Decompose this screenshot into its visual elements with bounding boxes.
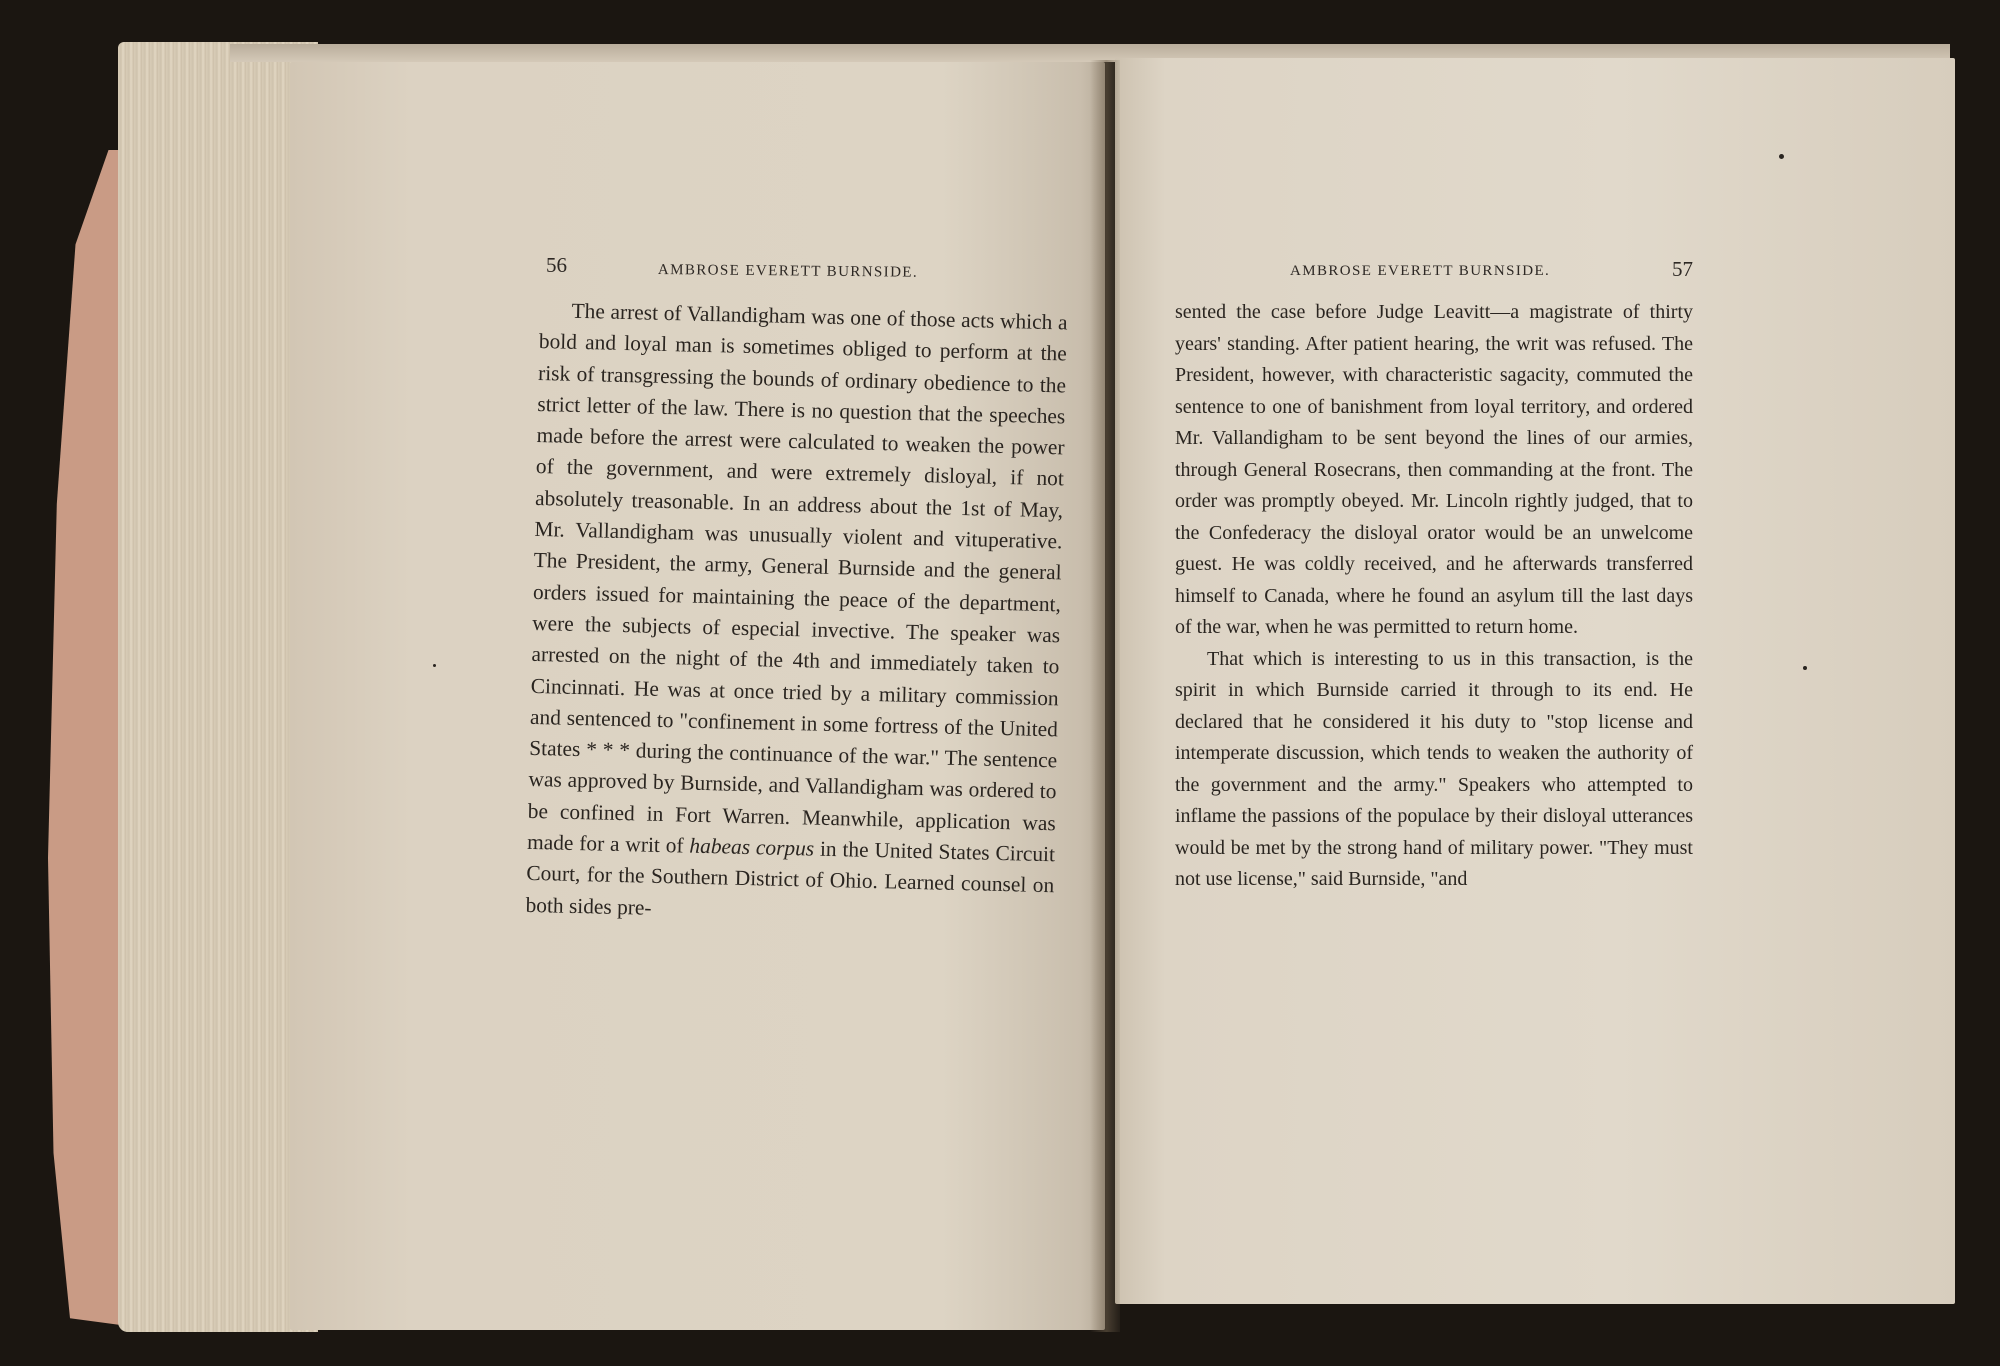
left-body-italic: habeas corpus (689, 833, 815, 861)
left-body-text-2: in the United States Circuit Court, for the Southern District of Ohio. Learned counsel on both sides pre- (525, 836, 1056, 920)
left-page-body (525, 295, 1068, 933)
page-stack-edges (118, 42, 318, 1332)
left-running-head: AMBROSE EVERETT BURNSIDE. (657, 262, 919, 281)
book-spine (1090, 60, 1120, 1332)
paper-speck (1779, 154, 1784, 159)
paper-speck (433, 664, 436, 667)
right-page-body (1175, 297, 1693, 896)
paper-speck (1803, 666, 1807, 670)
left-page-number: 56 (546, 253, 567, 277)
right-page-number: 57 (1672, 257, 1693, 281)
right-paragraph-2: That which is interesting to us in this transaction, is the spirit in which Burnside carried it through to its end. He declared that he considered it his duty to "stop license and intemperate discussion, which tends to weaken the authority of the government and the army." Speakers who attempted to inflame the passions of the populace by their disloyal utterances would be met by the strong hand of military power. "They must not use license," said Burnside, "and (1175, 647, 1693, 890)
right-running-head: AMBROSE EVERETT BURNSIDE. (1290, 263, 1551, 279)
right-paragraph-1: sented the case before Judge Leavitt—a magistrate of thirty years' standing. After patient hearing, the writ was refused. The President, however, with characteristic sagacity, commuted the sentence to one of banishment from loyal territory, and ordered Mr. Vallandigham to be sent beyond the lines of our armies, through General Rosecrans, then commanding at the front. The order was promptly obeyed. Mr. Lincoln rightly judged, that to the Confederacy the disloyal orator would be an unwelcome guest. He was coldly received, and he afterwards transferred himself to Canada, where he found an asylum till the last days of the war, when he was permitted to return home. (1175, 301, 1693, 638)
left-body-text-1: The arrest of Vallandigham was one of those acts which a bold and loyal man is sometimes obliged to perform at the risk of transgressing the bounds of ordinary obedience to the strict letter of the law. There is no question that the speeches made before the arrest were calculated to weaken the power of the government, and were extremely disloyal, if not absolutely treasonable. In an address about the 1st of May, Mr. Vallandigham was unusually violent and vituperative. The President, the army, General Burnside and the general orders issued for maintaining the peace of the department, were the subjects of especial invective. The speaker was arrested on the night of the 4th and immediately taken to Cincinnati. He was at once tried by a military commission and sentenced to "confinement in some fortress of the United States * * * during the continuance of the war." The sentence was approved by Burnside, and Vallandigham was ordered to be confined in Fort Warren. Meanwhile, application was made for a writ of (526, 298, 1068, 858)
